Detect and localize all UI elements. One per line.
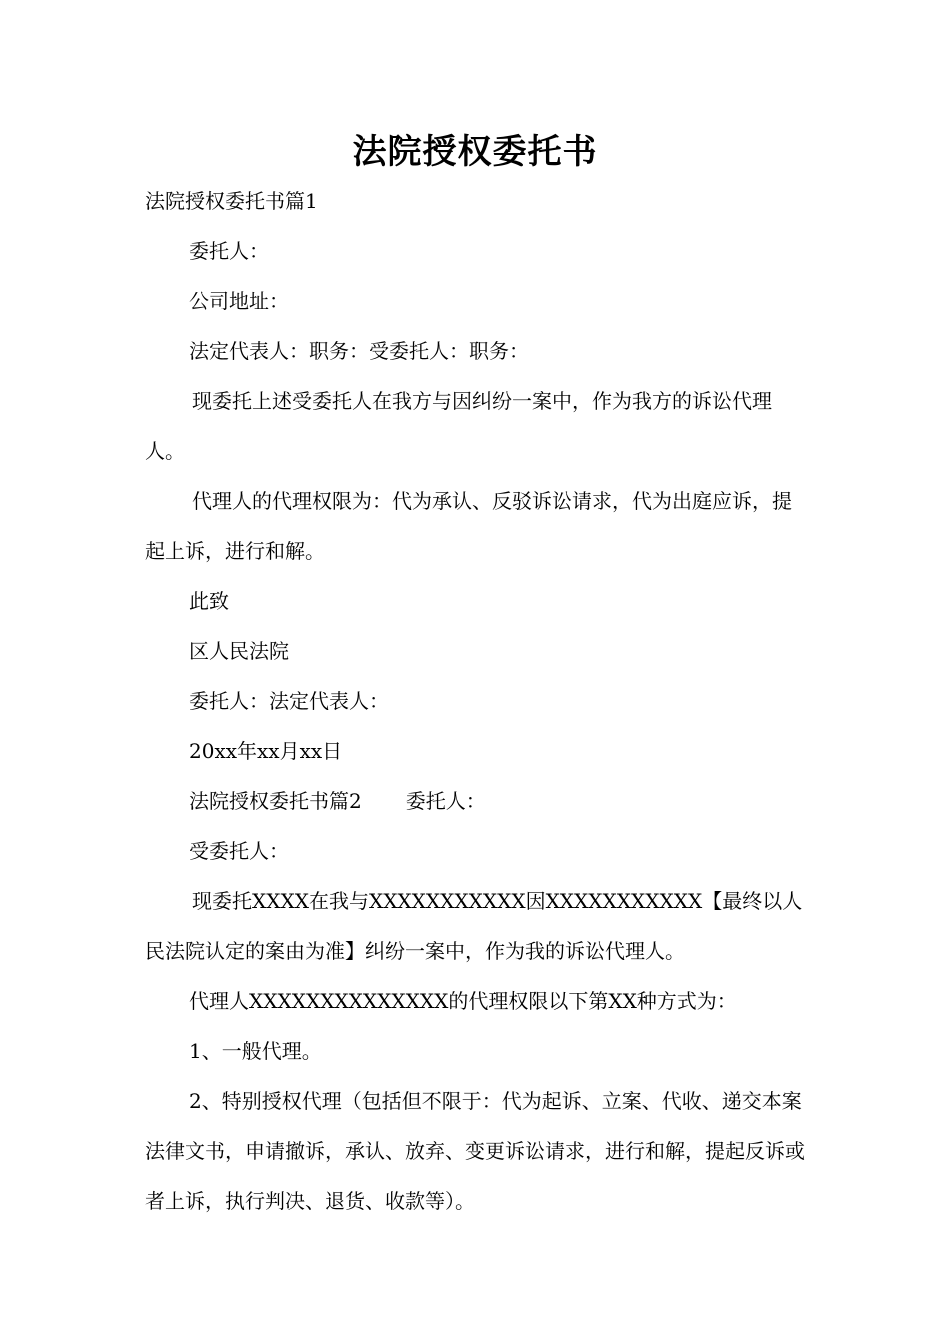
section2-authority-intro: 代理人XXXXXXXXXXXXXX的代理权限以下第XX种方式为： bbox=[189, 989, 737, 1013]
section2-principal: 委托人： bbox=[405, 789, 486, 813]
section1-date: 20xx年xx月xx日 bbox=[189, 739, 343, 763]
section1-representative-line: 法定代表人：职务：受委托人：职务： bbox=[189, 339, 529, 363]
section1-salutation: 此致 bbox=[189, 589, 229, 613]
section1-heading: 法院授权委托书篇1 bbox=[145, 189, 318, 213]
section1-signature-line: 委托人：法定代表人： bbox=[189, 689, 389, 713]
section1-company-address: 公司地址： bbox=[189, 289, 289, 313]
section2-heading-line bbox=[145, 776, 810, 826]
section2-option-special: 2、特别授权代理（包括但不限于：代为起诉、立案、代收、递交本案法律文书，申请撤诉，承认、放弃、变更诉讼请求，进行和解，提起反诉或者上诉，执行判决、退货、收款等）。 bbox=[145, 1089, 805, 1213]
section1-authority-paragraph: 代理人的代理权限为：代为承认、反驳诉讼请求，代为出庭应诉，提起上诉，进行和解。 bbox=[145, 489, 792, 563]
section1-court: 区人民法院 bbox=[189, 639, 289, 663]
document-title: 法院授权委托书 bbox=[352, 132, 598, 172]
section1-entrust-paragraph: 现委托上述受委托人在我方与因纠纷一案中，作为我方的诉讼代理人。 bbox=[145, 389, 772, 463]
section2-heading: 法院授权委托书篇2 bbox=[189, 789, 362, 813]
section2-agent: 受委托人： bbox=[189, 839, 289, 863]
section1-principal: 委托人： bbox=[189, 239, 269, 263]
section2-option-general: 1、一般代理。 bbox=[189, 1039, 322, 1063]
section2-entrust-paragraph: 现委托XXXX在我与XXXXXXXXXXX因XXXXXXXXXXX【最终以人民法院认定的案由为准】纠纷一案中，作为我的诉讼代理人。 bbox=[145, 889, 803, 963]
